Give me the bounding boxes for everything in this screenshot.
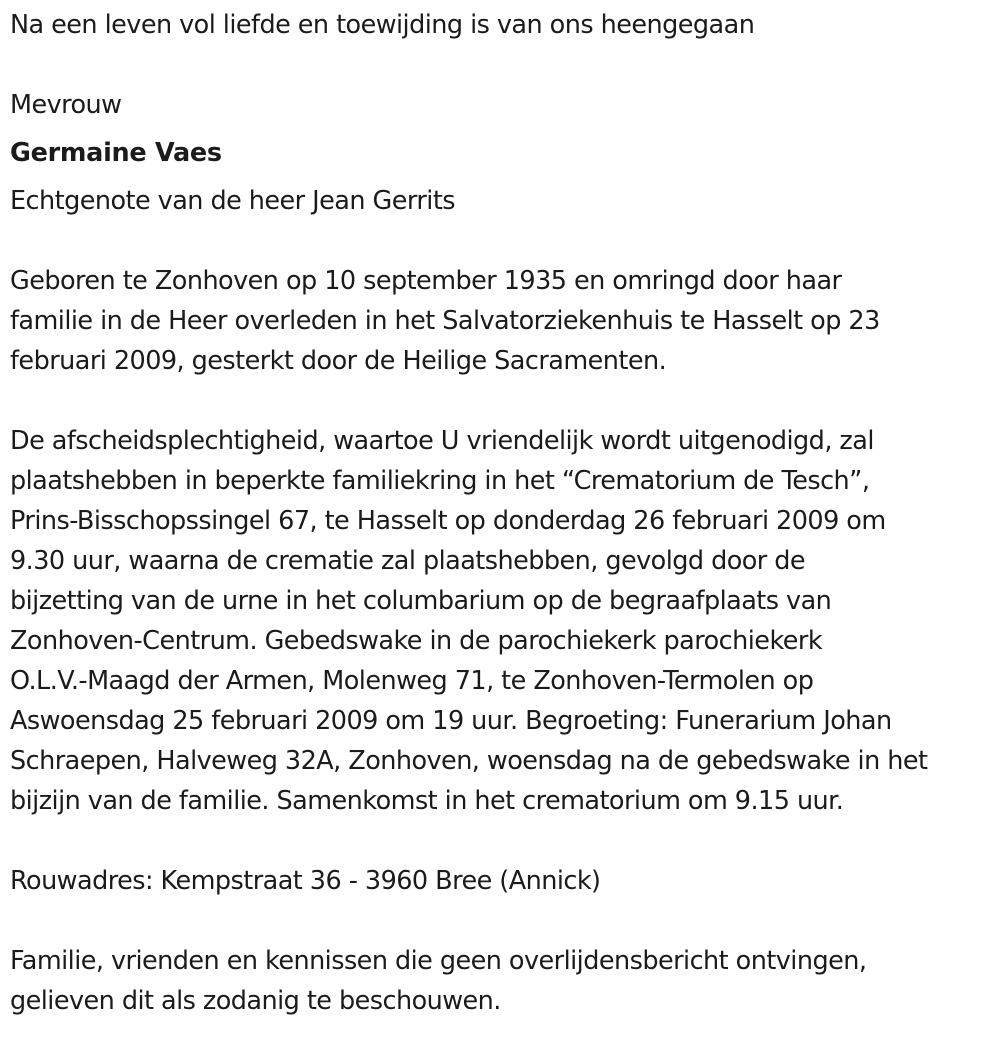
spacer <box>10 381 995 421</box>
spacer <box>10 125 995 133</box>
birth-death-paragraph <box>10 261 995 381</box>
paragraph-line: Schraepen, Halveweg 32A, Zonhoven, woensdag na de gebedswake in het <box>10 746 928 776</box>
paragraph-line: Prins-Bisschopssingel 67, te Hasselt op donderdag 26 februari 2009 om <box>10 506 886 536</box>
paragraph-line: O.L.V.-Maagd der Armen, Molenweg 71, te Zonhoven-Termolen op <box>10 666 814 696</box>
spacer <box>10 901 995 941</box>
spacer <box>10 821 995 861</box>
deceased-name: Germaine Vaes <box>10 138 222 168</box>
paragraph-line: Familie, vrienden en kennissen die geen overlijdensbericht ontvingen, <box>10 946 867 976</box>
paragraph-line: plaatshebben in beperkte familiekring in het “Crematorium de Tesch”, <box>10 466 870 496</box>
mourning-address: Rouwadres: Kempstraat 36 - 3960 Bree (Annick) <box>10 866 601 896</box>
spacer <box>10 221 995 261</box>
intro-line: Na een leven vol liefde en toewijding is van ons heengegaan <box>10 10 755 40</box>
paragraph-line: gelieven dit als zodanig te beschouwen. <box>10 986 501 1016</box>
paragraph-line: Zonhoven-Centrum. Gebedswake in de parochiekerk parochiekerk <box>10 626 823 656</box>
paragraph-line: De afscheidsplechtigheid, waartoe U vriendelijk wordt uitgenodigd, zal <box>10 426 874 456</box>
paragraph-line: 9.30 uur, waarna de crematie zal plaatshebben, gevolgd door de <box>10 546 806 576</box>
paragraph-line: bijzijn van de familie. Samenkomst in het crematorium om 9.15 uur. <box>10 786 844 816</box>
paragraph-line: Geboren te Zonhoven op 10 september 1935 en omringd door haar <box>10 266 842 296</box>
paragraph-line: familie in de Heer overleden in het Salvatorziekenhuis te Hasselt op 23 <box>10 306 880 336</box>
paragraph-line: februari 2009, gesterkt door de Heilige Sacramenten. <box>10 346 667 376</box>
paragraph-line: bijzetting van de urne in het columbarium op de begraafplaats van <box>10 586 832 616</box>
ceremony-paragraph <box>10 421 995 821</box>
spacer <box>10 173 995 181</box>
obituary-document <box>10 0 995 1021</box>
spacer <box>10 45 995 85</box>
closing-paragraph <box>10 941 995 1021</box>
paragraph-line: Aswoensdag 25 februari 2009 om 19 uur. Begroeting: Funerarium Johan <box>10 706 892 736</box>
spouse-line: Echtgenote van de heer Jean Gerrits <box>10 186 456 216</box>
honorific-title: Mevrouw <box>10 90 122 120</box>
